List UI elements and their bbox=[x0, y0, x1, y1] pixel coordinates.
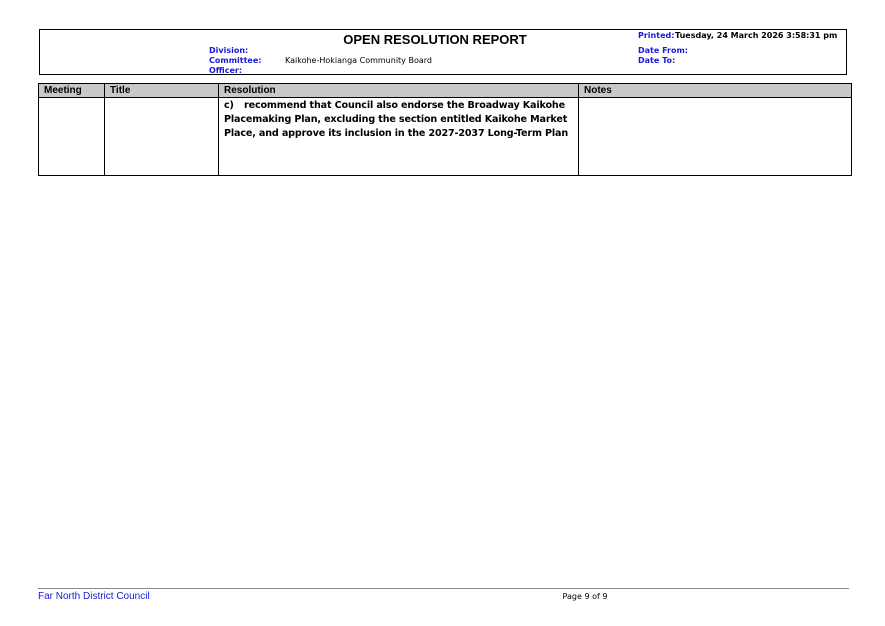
page-number: Page 9 of 9 bbox=[562, 592, 608, 601]
date-to-label: Date To: bbox=[638, 56, 676, 65]
cell-meeting bbox=[39, 98, 105, 176]
column-header-title: Title bbox=[105, 84, 219, 98]
resolution-text-block bbox=[224, 99, 573, 141]
committee-label: Committee: bbox=[209, 56, 262, 65]
resolution-text: recommend that Council also endorse the Broadway Kaikohe Placemaking Plan, excluding the section entitled Kaikohe Market Place, and approve its inclusion in the 2027-2037 Long-Term Plan bbox=[224, 100, 569, 139]
column-header-resolution: Resolution bbox=[219, 84, 579, 98]
footer-organization: Far North District Council bbox=[38, 591, 150, 602]
cell-notes bbox=[579, 98, 852, 176]
cell-resolution bbox=[219, 98, 579, 176]
printed-label: Printed: bbox=[638, 31, 675, 40]
report-header bbox=[39, 29, 847, 75]
printed-value: Tuesday, 24 March 2026 3:58:31 pm bbox=[675, 31, 838, 40]
table-header-row bbox=[39, 84, 852, 98]
report-title: OPEN RESOLUTION REPORT bbox=[343, 32, 527, 47]
committee-value: Kaikohe-Hokianga Community Board bbox=[285, 56, 432, 65]
date-from-label: Date From: bbox=[638, 46, 689, 55]
cell-title bbox=[105, 98, 219, 176]
officer-label: Officer: bbox=[209, 66, 243, 75]
column-header-meeting: Meeting bbox=[39, 84, 105, 98]
column-header-notes: Notes bbox=[579, 84, 852, 98]
table-row bbox=[39, 98, 852, 176]
resolution-table bbox=[38, 83, 852, 176]
division-label: Division: bbox=[209, 46, 249, 55]
resolution-item-marker: c) bbox=[224, 100, 234, 111]
footer-divider bbox=[38, 588, 849, 589]
